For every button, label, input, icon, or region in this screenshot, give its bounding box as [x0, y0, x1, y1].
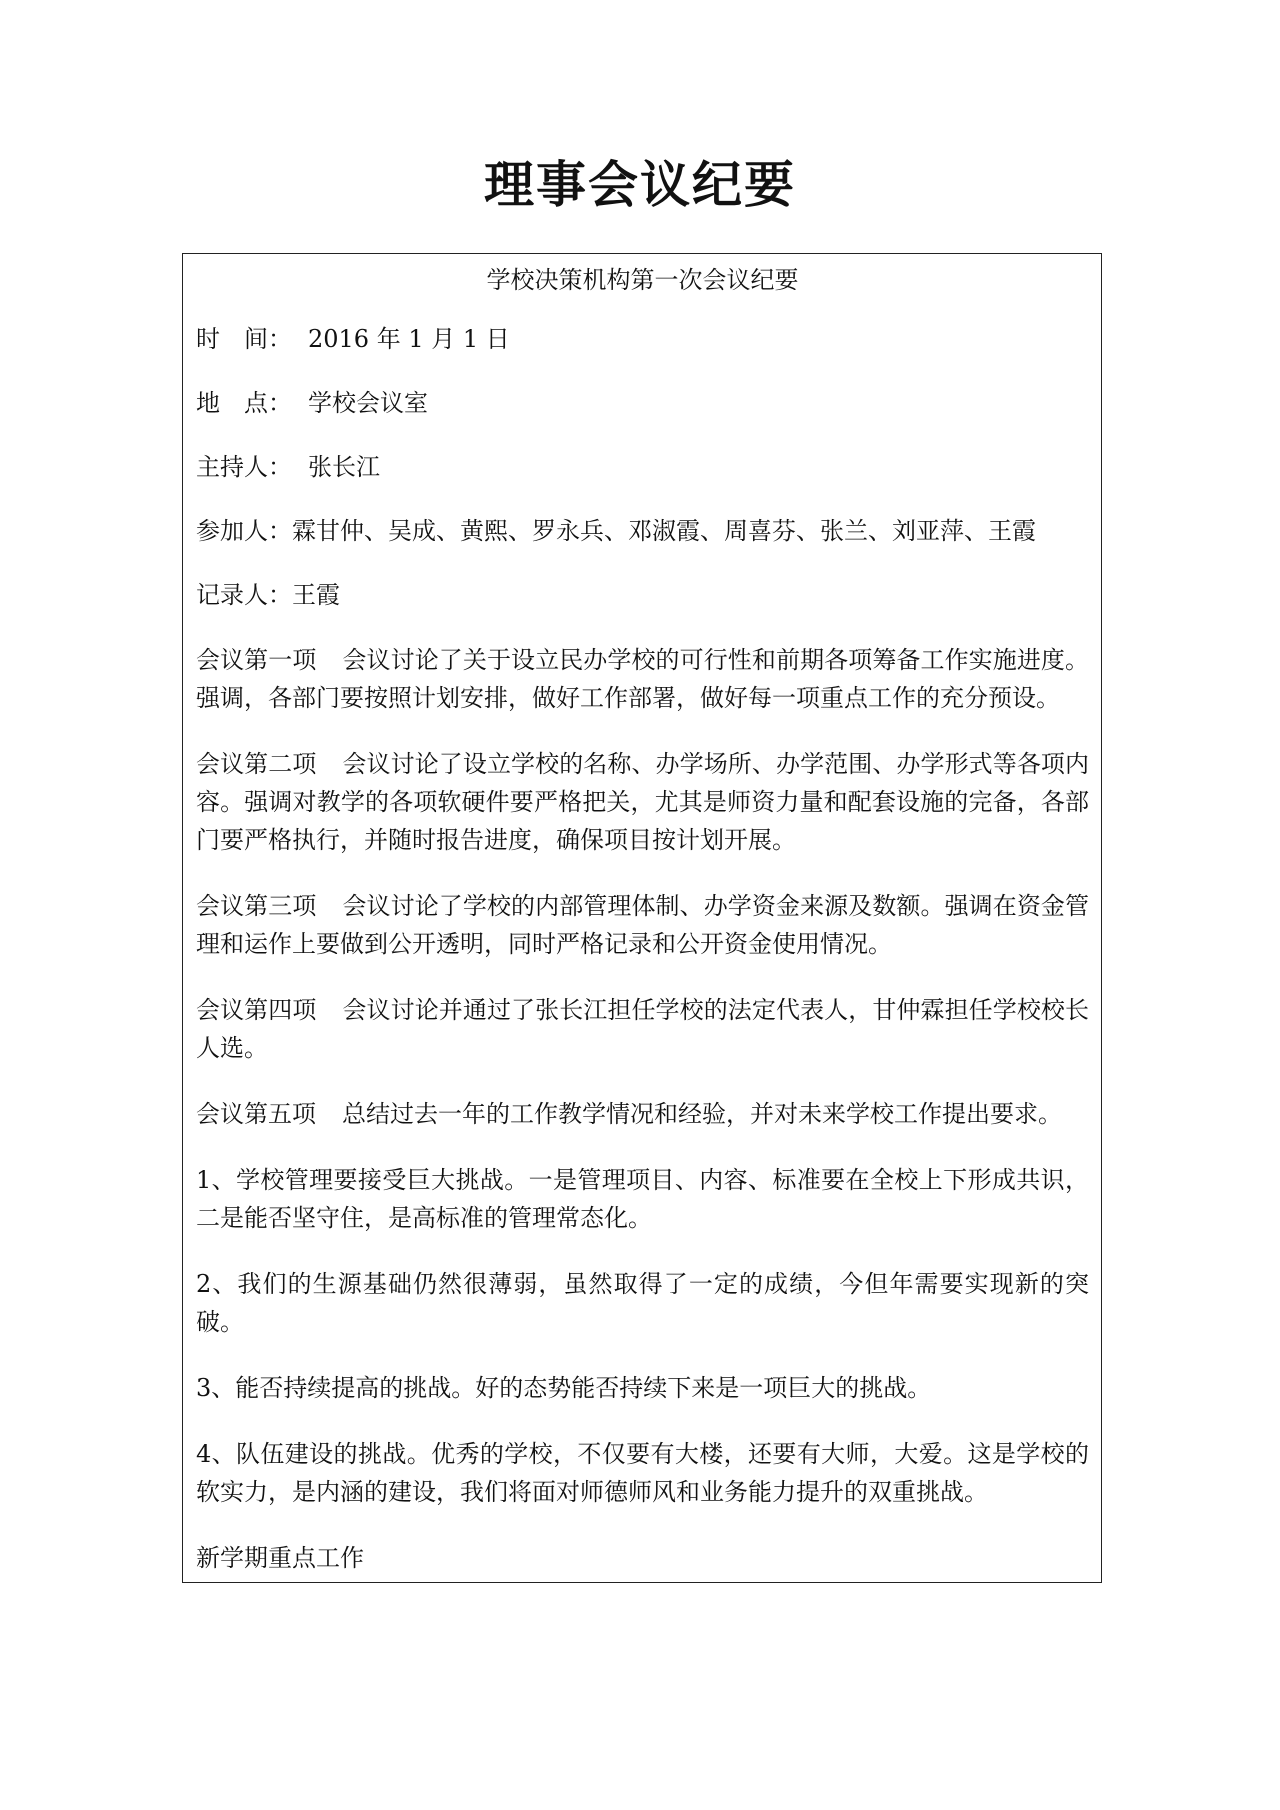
minutes-box [182, 253, 1102, 1583]
meta-place-value: 学校会议室 [308, 389, 428, 417]
meta-place-label: 地 点： [196, 389, 292, 417]
closing-heading: 新学期重点工作 [196, 1544, 364, 1572]
meta-host-label: 主持人： [196, 453, 292, 481]
agenda-item-1 [196, 641, 1089, 717]
agenda-item-heading: 会议第二项 [196, 750, 317, 778]
meta-recorder-label: 记录人： [196, 581, 292, 609]
agenda-item-body: 会议讨论了学校的内部管理体制、办学资金来源及数额。强调在资金管理和运作上要做到公开透明，同时严格记录和公开资金使用情况。 [196, 892, 1090, 958]
meta-attendees-label: 参加人： [196, 517, 292, 545]
meta-attendees [196, 513, 1089, 549]
challenge-point-1: 1、学校管理要接受巨大挑战。一是管理项目、内容、标准要在全校上下形成共识，二是能否坚守住，是高标准的管理常态化。 [196, 1166, 1089, 1232]
challenge-point-4: 4、队伍建设的挑战。优秀的学校，不仅要有大楼，还要有大师，大爱。这是学校的软实力，是内涵的建设，我们将面对师德师风和业务能力提升的双重挑战。 [196, 1440, 1089, 1506]
meta-recorder [196, 577, 1089, 613]
meta-attendees-value: 霖甘仲、吴成、黄熙、罗永兵、邓淑霞、周喜芬、张兰、刘亚萍、王霞 [292, 517, 1036, 545]
agenda-item-5 [196, 1095, 1089, 1133]
challenge-point-3: 3、能否持续提高的挑战。好的态势能否持续下来是一项巨大的挑战。 [196, 1374, 932, 1402]
meta-time [196, 321, 1089, 357]
document-title: 理事会议纪要 [484, 156, 796, 214]
agenda-item-body: 会议讨论了关于设立民办学校的可行性和前期各项筹备工作实施进度。强调，各部门要按照计划安排，做好工作部署，做好每一项重点工作的充分预设。 [196, 646, 1090, 712]
challenge-point-2: 2、我们的生源基础仍然很薄弱，虽然取得了一定的成绩，今但年需要实现新的突破。 [196, 1270, 1089, 1336]
agenda-item-body: 会议讨论了设立学校的名称、办学场所、办学范围、办学形式等各项内容。强调对教学的各项软硬件要严格把关，尤其是师资力量和配套设施的完备，各部门要严格执行，并随时报告进度，确保项目按计划开展。 [196, 750, 1090, 854]
agenda-item-heading: 会议第三项 [196, 892, 317, 920]
meta-host-value: 张长江 [308, 453, 380, 481]
agenda-item-2 [196, 745, 1089, 859]
meta-host [196, 449, 1089, 485]
agenda-item-4 [196, 991, 1089, 1067]
meta-time-value: 2016 年 1 月 1 日 [308, 325, 510, 353]
agenda-item-body: 会议讨论并通过了张长江担任学校的法定代表人，甘仲霖担任学校校长人选。 [196, 996, 1090, 1062]
meta-time-label: 时 间： [196, 325, 292, 353]
agenda-item-heading: 会议第五项 [196, 1100, 316, 1128]
agenda-item-heading: 会议第一项 [196, 646, 317, 674]
minutes-subtitle: 学校决策机构第一次会议纪要 [486, 266, 799, 294]
agenda-item-3 [196, 887, 1089, 963]
meta-recorder-value: 王霞 [292, 581, 340, 609]
agenda-item-body: 总结过去一年的工作教学情况和经验，并对未来学校工作提出要求。 [342, 1100, 1062, 1128]
agenda-item-heading: 会议第四项 [196, 996, 317, 1024]
meta-place [196, 385, 1089, 421]
